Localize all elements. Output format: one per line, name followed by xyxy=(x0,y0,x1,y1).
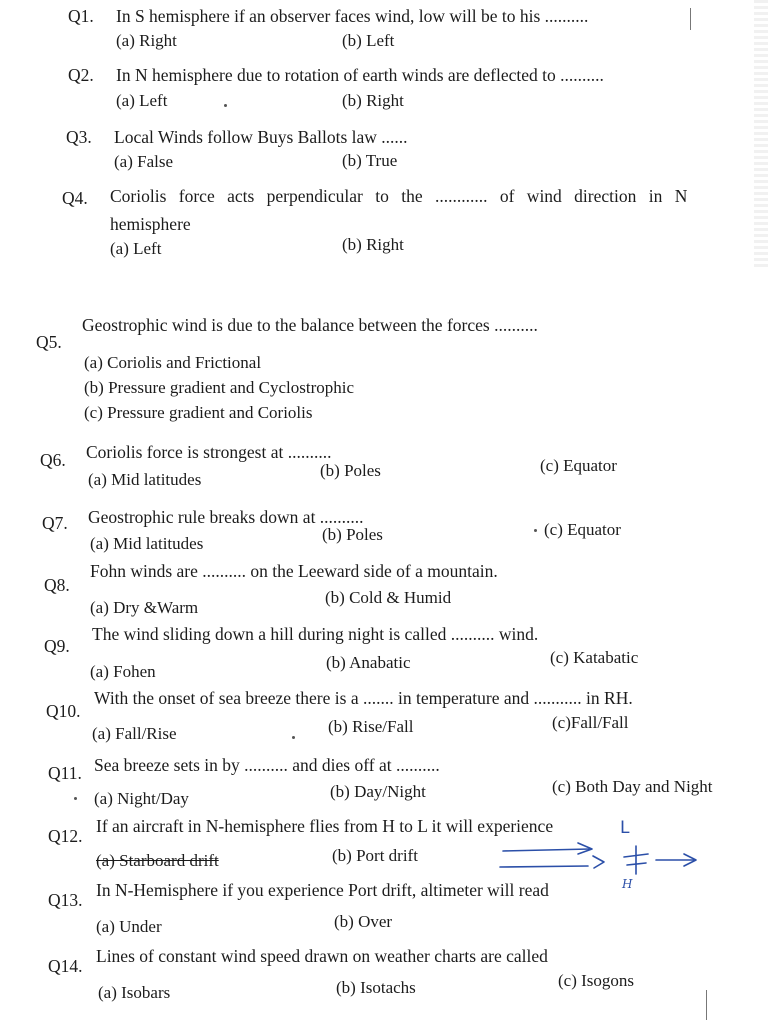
option-b: (b) Isotachs xyxy=(336,978,416,997)
question-number: Q12. xyxy=(48,826,83,846)
option-a: (a) Night/Day xyxy=(94,789,189,808)
question-text: Coriolis force acts perpendicular to the ............ of wind direction in N xyxy=(110,186,688,206)
question-number: Q9. xyxy=(44,636,70,656)
option-b: (b) Right xyxy=(342,235,404,254)
handwritten-high-label: H xyxy=(622,877,633,891)
question-number: Q4. xyxy=(62,188,88,208)
arrow-head xyxy=(593,856,604,868)
question-text: Geostrophic rule breaks down at .......... xyxy=(88,507,364,527)
option-c: (c) Katabatic xyxy=(550,648,639,667)
option-b: (b) Over xyxy=(334,912,393,931)
question-text-continued: hemisphere xyxy=(110,214,191,234)
cross-stroke xyxy=(627,863,646,865)
question-text: Lines of constant wind speed drawn on weather charts are called xyxy=(96,946,548,966)
question-number: Q7. xyxy=(42,513,68,533)
option-a: (a) Dry &Warm xyxy=(90,598,199,617)
option-b: (b) Day/Night xyxy=(330,782,426,801)
option-b: (b) Cold & Humid xyxy=(325,588,452,607)
option-a: (a) Left xyxy=(110,239,162,258)
question-text: Geostrophic wind is due to the balance between the forces .......... xyxy=(82,315,538,335)
question-number: Q2. xyxy=(68,65,94,85)
question-text: In S hemisphere if an observer faces wind, low will be to his .......... xyxy=(116,6,589,26)
question-number: Q14. xyxy=(48,956,83,976)
option-a: (a) Left xyxy=(116,91,168,110)
option-b: (b) True xyxy=(342,151,398,170)
question-text: If an aircraft in N-hemisphere flies from H to L it will experience xyxy=(96,816,554,836)
question-text: In N-Hemisphere if you experience Port drift, altimeter will read xyxy=(96,880,549,900)
question-text: The wind sliding down a hill during night is called .......... wind. xyxy=(92,624,539,644)
option-a: (a) Isobars xyxy=(98,983,171,1002)
question-number: Q8. xyxy=(44,575,70,595)
option-c: (c) Both Day and Night xyxy=(552,777,713,796)
handwritten-low-label: L xyxy=(620,818,630,838)
option-c: (c) Pressure gradient and Coriolis xyxy=(84,403,313,422)
question-number: Q3. xyxy=(66,127,92,147)
option-b: (b) Port drift xyxy=(332,846,418,865)
question-number: Q13. xyxy=(48,890,83,910)
option-b: (b) Poles xyxy=(322,525,383,544)
question-text: Sea breeze sets in by .......... and dies off at .......... xyxy=(94,755,440,775)
option-a: (a) Fohen xyxy=(90,662,156,681)
question-text: Local Winds follow Buys Ballots law ...... xyxy=(114,127,408,147)
option-b: (b) Poles xyxy=(320,461,381,480)
option-c: (c) Equator xyxy=(540,456,617,475)
question-number: Q10. xyxy=(46,701,81,721)
option-a: (a) Fall/Rise xyxy=(92,724,177,743)
option-a: (a) Mid latitudes xyxy=(90,534,204,553)
option-a: (a) Under xyxy=(96,917,162,936)
option-c: (c) Equator xyxy=(544,520,621,539)
question-number: Q1. xyxy=(68,6,94,26)
option-c: (c) Isogons xyxy=(558,971,635,990)
option-a: (a) False xyxy=(114,152,174,171)
question-text: In N hemisphere due to rotation of earth winds are deflected to .......... xyxy=(116,65,604,85)
option-b: (b) Anabatic xyxy=(326,653,411,672)
option-b: (b) Right xyxy=(342,91,404,110)
question-text: Coriolis force is strongest at .......... xyxy=(86,442,332,462)
option-b: (b) Pressure gradient and Cyclostrophic xyxy=(84,378,355,397)
option-a: (a) Coriolis and Frictional xyxy=(84,353,262,372)
option-a: (a) Mid latitudes xyxy=(88,470,202,489)
arrow-stroke xyxy=(503,849,590,851)
option-a: (a) Right xyxy=(116,31,177,50)
option-c: (c)Fall/Fall xyxy=(552,713,629,732)
option-b: (b) Rise/Fall xyxy=(328,717,414,736)
question-text: Fohn winds are .......... on the Leeward side of a mountain. xyxy=(90,561,498,581)
question-number: Q5. xyxy=(36,332,62,352)
question-text: With the onset of sea breeze there is a ....... in temperature and ........... in RH. xyxy=(94,688,633,708)
option-b: (b) Left xyxy=(342,31,395,50)
question-number: Q6. xyxy=(40,450,66,470)
arrow-stroke xyxy=(500,866,588,867)
question-number: Q11. xyxy=(48,763,82,783)
option-a: (a) Starboard drift xyxy=(96,851,219,870)
